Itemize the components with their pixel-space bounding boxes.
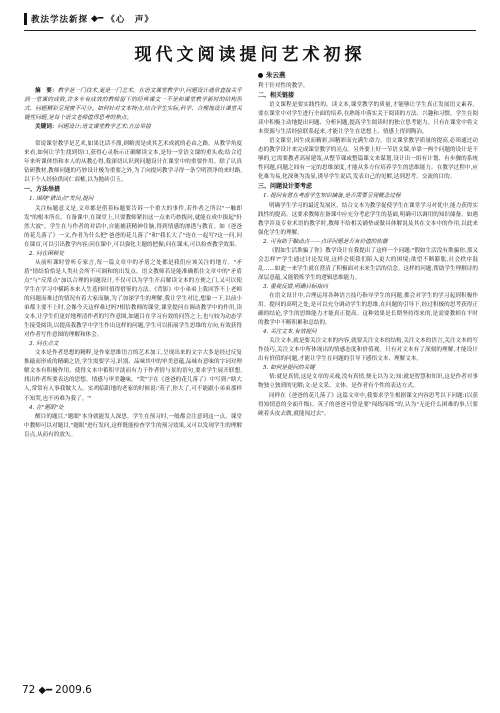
section-heading: 二、相关链接 bbox=[258, 92, 295, 100]
paragraph: 情:就是真情,这是文章的灵魂,没有真情,便无以为文;知:就是智慧和知识,这是作者对事物独立独到的见解;文:是文采、文体、是作者有个性的表达方式。 bbox=[258, 374, 478, 390]
arrow-icon: ◆━ bbox=[91, 14, 104, 24]
subheading: 4. 关注文本,有效提问 bbox=[263, 329, 317, 336]
paragraph: 关注标题意义是,文章都是借着标题要告诉一个重大的事件,若作者之所以"一触即发"的根本所在。在备课中,在课堂上,只要教师紧扣这一点来巧妙拨问,就能在成中拔起"轩然大波"。学生在与作者的对话中,自能捕获精神住脑,得到情感的渗透与教育。如《爸爸的花儿落了》一文,作者为什么把"爸爸的花儿落了"和"我长大了"连在一起写?这一问,问在课首,可以引出教学内容;问在课中,可以强化主题的把握;问在课末,可以检查教学效果。 bbox=[24, 205, 242, 248]
page-number: 72 bbox=[22, 684, 36, 696]
column-header bbox=[24, 11, 154, 27]
subheading: 2. 可有助于触动点——点评问题是否有价值的依据 bbox=[263, 238, 388, 245]
bullet-icon bbox=[258, 73, 263, 78]
paragraph: 同样在《爸爸的花儿落了》这篇文章中,我要求学生根据课文内容思考以下问题:(以获得知情意的全面升级)。英子的爸爸可曾是要"闯练闯练"的,认为"无论什么困难的事,只要硬着头皮去做,就能闯过去"。 bbox=[258, 392, 478, 417]
paragraph: 语文课堂,因生成而精彩,因精彩而充满生命力。语文课堂教学质量的提高,必须通过动态的教学设计来完成课堂教学的亮点。另外要上好一节语文课,单靠一两个问题的设计是不够的,它需要教者高屋建瓴,从整节课或整篇课文来谋划,设计出一组有计划、有步骤的系统性问题,问题之间有一定的思维深度,才能从多方位培养学生的思维能力。在教学过程中,应化难为易,化深奥为浅显,诱导学生说话,发表自己的见解,达到思考、交流的目的。 bbox=[258, 138, 478, 181]
subheading: 1. 围绕"猜出点"发问,提问 bbox=[29, 196, 94, 203]
paragraph: 利于针对性的教学。 bbox=[258, 83, 309, 89]
subheading: 3. 问在点文 bbox=[29, 341, 59, 348]
paragraph: 在语文设计中,合理运用各种语言技巧指导学生的问题,都会对学生的学习起到积极作用。提问的高明之处,是可以充分调动学生的思维,在问题的引导下,经过积极的思考获得正确的结论,学生的思维能力才能真正提高。这种效果是长期坚持得来的,是需要教师在平时的教学中不断积累和总结的。 bbox=[258, 292, 478, 327]
abstract-label: 摘 要： bbox=[35, 88, 58, 94]
keywords-label: 关键词： bbox=[35, 124, 58, 131]
header-rule bbox=[24, 30, 476, 31]
paragraph: 文本是作者思想的精粹,是作家思维语言的艺术加工,呈现出来的文字大多是经过反复推敲而形成的精确之语,学生需要学习,识别、品味其中的审美意蕴,品味有意味的字词对理解文本有积极作用。使得文本中蓄积平淡而有力于作者情与景的语句,要求学生展开联想,找出作者所要表达的思想、情感与审美趣味。"哭"字在《爸爸的花儿落了》中写到:"瞎大人,常常有人事我做大人。实鸡临阳地的老家的时候说:'英子,你大了,可不能跟小弟弟那样不知哭,也不再难为我了。'" bbox=[24, 350, 242, 402]
page-footer bbox=[22, 684, 92, 696]
paragraph: 醒目的题目,"题眼"本身就能发人深思。学生在预习时,一般都会注意到这一点。课堂中教师可以对题目,"题眼"进行发问,这样既能检查学生的预习效果,又可以发现学生的理解盲点,从而有的放矢。 bbox=[24, 413, 242, 438]
paragraph: 关注文本,就是要关注文本的内容,就要关注文本的结构,关注文本的语言,关注文本的写作技巧,关注文本中所体现出的情感态度和价值观。只有对文本有了深刻的理解,才能设计出有价值的问题,才能让学生在问题的引导下感悟文本、理解文本。 bbox=[258, 338, 478, 363]
issue-number: 2009.6 bbox=[55, 684, 92, 696]
abstract bbox=[24, 87, 242, 132]
abstract-text: 教学是一门技术,更是一门艺术。在语文课堂教学中,问题设计通常直接关乎到一堂课的成败,许多专有成效的教师留下的经典课文一不是和课堂教学新时的结构形式、问题精彩呈现密不可分。如何针对文本特点,结合学生实际,科学、合理地设计课堂关键性问题,是每个语文老师值得思考的焦点。 bbox=[24, 88, 242, 122]
article-title: 现代文阅读提问艺术初探 bbox=[134, 45, 366, 65]
subheading: 1. 提问有意在考虑学生知识储备,是否需要呈现概念过程 bbox=[263, 193, 401, 200]
subheading: 4. 在"题眼"处 bbox=[29, 404, 64, 411]
arrow-icon: ◆━ bbox=[38, 684, 53, 696]
paragraph: 明确学生学习的最近发展区。结合文本为教学促使学生在课堂学习对优中,能力获得实践性的提高。这要求教师在备课中应充分考虑学生的基础,明确可以调用的知识储备。如遇教学涉及专业术语的教学时,教师不给相关铺垫或做具体解说及其在文本中的作用,以此来强化学生的理解。 bbox=[258, 202, 478, 236]
author-name: 朱云燕 bbox=[266, 71, 286, 79]
subheading: 2. 问在困顿处 bbox=[29, 250, 65, 257]
left-column bbox=[24, 70, 242, 680]
column-tag: 《心 声》 bbox=[106, 15, 154, 25]
paragraph: 从前听课时曾听专家言,每一篇文章中的矛盾之处都是我们应该关注的地方。"矛盾"情结恰恰是人类社会所不可调和的出发点。语文教师若是能准确抓住文章中的"矛盾点"与"反常点"加以合理的问题设计,不仅可以为学生开启解读文本的方便之门,又可以使学生在学习中横跨本来人生选择时值得借鉴的方法。《背影》中小弟弟上我回答不上老师的问题而难过的情况有着大家而脑,为了加深学生的理解,我让学生对比,想象一下,以前小弟都主要不上时,会像今天这样难过吗?相信教师的课堂,课堂提问在调动教学中的作用,读文本,让学生们更好地理清作者的写作意图,如题目在学习有效的问答之上,也与较为动态学生接受阅读,以提高我教学中学生作出这样的问题,学生可以拓展学生思维的方向,有效获得对作者写作意图的理解和体会。 bbox=[24, 259, 242, 339]
subheading: 5. 如何是提问的关键 bbox=[263, 365, 315, 372]
subheading: 3. 重视反馈,明确目标指向 bbox=[263, 283, 328, 290]
column-bar bbox=[24, 13, 27, 25]
section-heading: 一、方法举措 bbox=[24, 186, 61, 194]
intro-paragraph: 常说课堂教学是艺术,如果比话不漂,则略需是成其艺术成就的必由之路。从教学角度来看,如何让学生找到切口,获得心灵指示正确解读文本,是每一堂语文课的重头戏;结合近年来听课体悟和本人的从教心得,我深切认识到问题设计在课堂中的重要作用。除了认真钻研教材,教师问题的巧妙设计极为重要之外,为了向提问教学寻得一条空明澄净的来时路,以下个人经验供同仁商榷,以为抛砖引玉。 bbox=[24, 141, 242, 184]
paragraph: 语文课程是要实践性的。读文本,课堂教学的质量,才能够让学生真正发展语文素养。要在课堂中对学生进行全面的培养,在熟练中落实关于阅读的方法、兴趣和习惯。学生在阅读中积极主动地提出问题、分析问题,提高学生阅读时的独立思考能力。只有在课堂中将文本资源与生活经验联系起来,才能让学生在思想上、情感上得到陶冶。 bbox=[258, 102, 478, 136]
column-name: 教法学法新探 bbox=[31, 15, 89, 25]
right-column bbox=[258, 70, 478, 680]
paragraph: 《假如生活欺骗了你》教学设计在我提出了这样一个问题:"假如生活没有欺骗你,那又会怎样?"学生通过讨论发现,这样会使我们陷入更大的困境;欲望不断膨胀,社会秩序混乱……如此一来学生就在澄清了积极面对未来生活的信念。这样的问题,帮助学生理解诗的深层意蕴,又能锻炼学生的逻辑思维能力。 bbox=[258, 247, 478, 281]
author bbox=[258, 70, 478, 81]
keywords-text: 问题设计;语文课堂教学艺术;方法举措 bbox=[57, 124, 151, 131]
section-heading: 三、问题设计要考虑 bbox=[258, 183, 313, 191]
